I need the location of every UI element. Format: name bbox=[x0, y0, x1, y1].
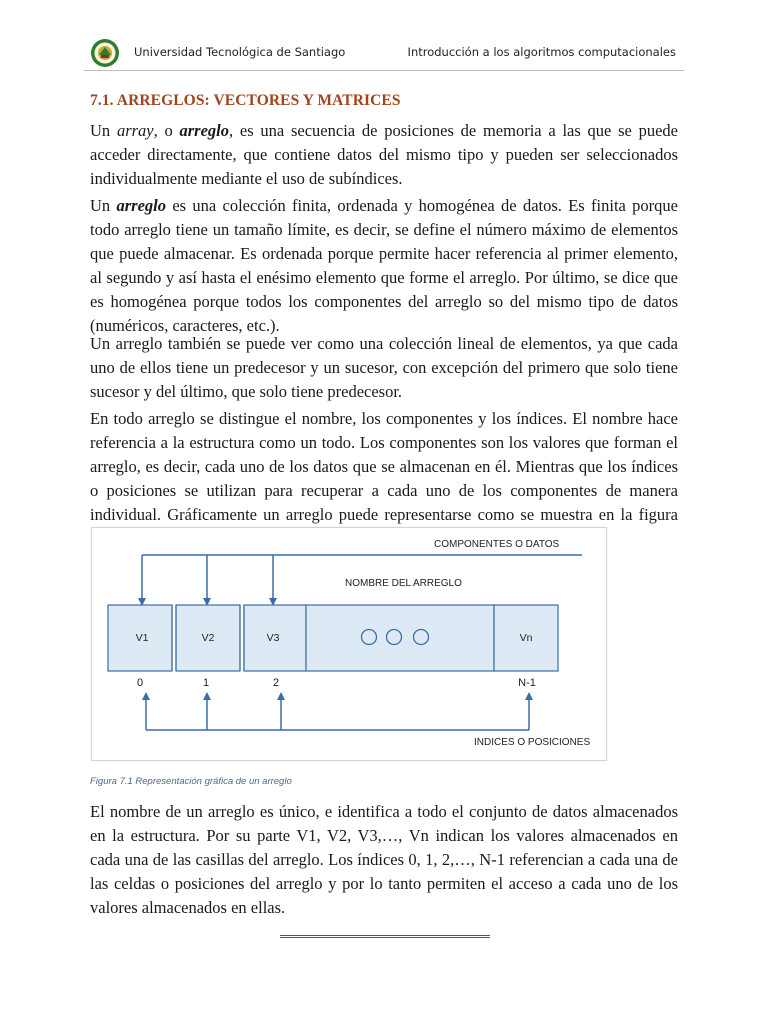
index-1: 1 bbox=[202, 677, 210, 689]
text-run: , o bbox=[153, 121, 180, 140]
paragraph-5: El nombre de un arreglo es único, e identifica a todo el conjunto de datos almacenados en la estructura. Por su parte V1, V2, V3,…, Vn indican los valores almacenados en cada una de las casillas del arreglo. Los índices 0, 1, 2,…, N-1 referencian a cada una de las celdas o posiciones del arreglo y por lo tanto permiten el acceso a cada uno de los valores almacenados en ellas. bbox=[90, 802, 678, 917]
header-course: Introducción a los algoritmos computacionales bbox=[407, 45, 676, 59]
term-arreglo: arreglo bbox=[116, 196, 166, 215]
section-title: 7.1. ARREGLOS: VECTORES Y MATRICES bbox=[90, 92, 401, 109]
text-run: es una colección finita, ordenada y homogénea de datos. Es finita porque todo arreglo tiene un tamaño límite, es decir, se define el número máximo de elementos que puede almacenar. Es ordenada porque permite hacer referencia al primer elemento, al segundo y así hasta el enésimo elemento que forme el arreglo. Por último, se dice que es homogénea porque todos los componentes del arreglo so del mismo tipo de datos (numéricos, caracteres, etc.). bbox=[90, 196, 678, 335]
text-run: Un bbox=[90, 196, 117, 215]
array-name-label: NOMBRE DEL ARREGLO bbox=[345, 578, 462, 589]
cell-label-vn: Vn bbox=[519, 632, 533, 644]
figure-caption: Figura 7.1 Representación gráfica de un arreglo bbox=[90, 776, 292, 787]
term-arreglo: arreglo bbox=[179, 121, 230, 140]
paragraph-2 bbox=[90, 194, 678, 338]
term-array: array bbox=[116, 121, 154, 140]
page-header bbox=[84, 28, 684, 71]
indices-label: INDICES O POSICIONES bbox=[474, 737, 591, 748]
cell-label-v1: V1 bbox=[135, 632, 149, 644]
footer-rule bbox=[280, 935, 490, 939]
figure-array-diagram bbox=[91, 527, 607, 761]
index-2: 2 bbox=[272, 677, 280, 689]
components-label: COMPONENTES O DATOS bbox=[434, 539, 560, 550]
paragraph-1 bbox=[90, 119, 678, 191]
array-diagram bbox=[92, 528, 606, 760]
cell-ellipsis bbox=[306, 605, 494, 671]
cell-label-v2: V2 bbox=[201, 632, 215, 644]
paragraph-4: En todo arreglo se distingue el nombre, los componentes y los índices. El nombre hace referencia a la estructura como un todo. Los componentes son los valores que forman el arreglo, es decir, cada uno de los datos que se almacenan en él. Mientras que los índices o posiciones se utilizan para recuperar a cada uno de los componentes de manera individual. Gráficamente un arreglo puede representarse como se muestra en la figura bbox=[90, 409, 678, 524]
paragraph-3: Un arreglo también se puede ver como una colección lineal de elementos, ya que cada uno de ellos tiene un predecesor y un sucesor, con excepción del primero que solo tiene sucesor y del último, que solo tiene predecesor. bbox=[90, 334, 678, 401]
text-run: , es una secuencia de posiciones de memoria a las que se puede acceder directamente, que contiene datos del mismo tipo y pueden ser seleccionados individualmente mediante el uso de subíndices. bbox=[90, 121, 679, 188]
university-seal-icon bbox=[90, 38, 120, 68]
index-0: 0 bbox=[136, 677, 144, 689]
text-run: Un bbox=[90, 121, 117, 140]
index-n-1: N-1 bbox=[518, 677, 536, 689]
cell-label-v3: V3 bbox=[266, 632, 280, 644]
header-institution: Universidad Tecnológica de Santiago bbox=[134, 45, 346, 59]
